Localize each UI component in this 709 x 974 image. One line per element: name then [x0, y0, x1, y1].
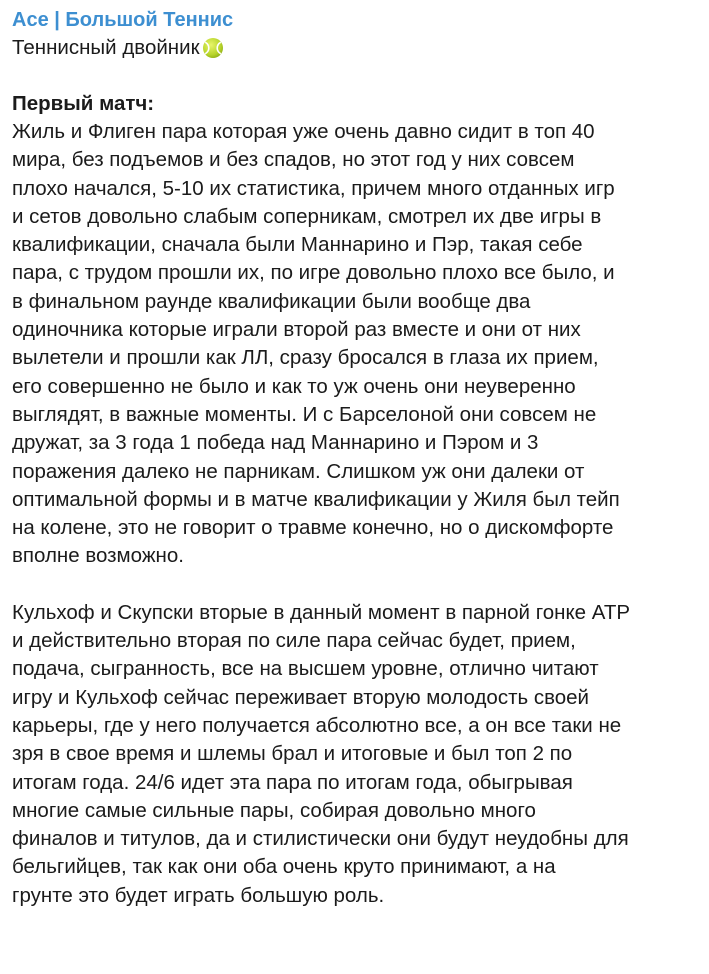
paragraph-first-match	[12, 118, 697, 571]
text-line: поражения далеко не парникам. Слишком уж они далеки от	[12, 459, 585, 483]
text-line: грунте это будет играть большую роль.	[12, 883, 385, 907]
text-line: в финальном раунде квалификации были вообще два	[12, 289, 531, 313]
text-line: выглядят, в важные моменты. И с Барселоной они совсем не	[12, 402, 597, 426]
text-line: пара, с трудом прошли их, по игре довольно плохо все было, и	[12, 261, 615, 285]
text-line: и сетов довольно слабым соперникам, смотрел их две игры в	[12, 204, 602, 228]
text-line: на колене, это не говорит о травме конечно, но о дискомфорте	[12, 516, 614, 540]
text-line: и действительно вторая по силе пара сейчас будет, прием,	[12, 629, 576, 653]
post-heading: Первый матч:	[12, 92, 155, 115]
post-subtitle-text: Теннисный двойник	[12, 36, 200, 59]
text-line: его совершенно не было и как то уж очень они неуверенно	[12, 374, 576, 398]
paragraph-second-team	[12, 599, 697, 910]
text-line: подача, сыгранность, все на высшем уровне, отлично читают	[12, 657, 599, 681]
text-line: бельгийцев, так как они оба очень круто принимают, а на	[12, 855, 556, 879]
text-line: мира, без подъемов и без спадов, но этот год у них совсем	[12, 148, 575, 172]
text-line: карьеры, где у него получается абсолютно все, а он все таки не	[12, 713, 622, 737]
text-line: квалификации, сначала были Маннарино и Пэр, такая себе	[12, 233, 583, 257]
text-line: дружат, за 3 года 1 победа над Маннарино и Пэром и 3	[12, 431, 539, 455]
text-line: многие самые сильные пары, собирая довольно много	[12, 798, 536, 822]
text-line: Кульхоф и Скупски вторые в данный момент в парной гонке ATP	[12, 600, 631, 624]
text-line: итогам года. 24/6 идет эта пара по итогам года, обыгрывая	[12, 770, 573, 794]
text-line: игру и Кульхоф сейчас переживает вторую молодость своей	[12, 685, 590, 709]
text-line: Жиль и Флиген пара которая уже очень давно сидит в топ 40	[12, 120, 595, 143]
channel-name[interactable]: Ace | Большой Теннис	[12, 9, 234, 31]
text-line: оптимальной формы и в матче квалификации у Жиля был тейп	[12, 487, 620, 511]
text-line: одиночника которые играли второй раз вместе и они от них	[12, 318, 581, 342]
text-line: плохо начался, 5-10 их статистика, причем много отданных игр	[12, 176, 615, 200]
post-subtitle	[12, 34, 697, 62]
text-line: вполне возможно.	[12, 544, 184, 568]
text-line: финалов и титулов, да и стилистически они будут неудобны для	[12, 827, 629, 851]
tennis-ball-icon	[202, 37, 224, 59]
text-line: зря в свое время и шлемы брал и итоговые и был топ 2 по	[12, 742, 573, 766]
text-line: вылетели и прошли как ЛЛ, сразу бросался в глаза их прием,	[12, 346, 599, 370]
